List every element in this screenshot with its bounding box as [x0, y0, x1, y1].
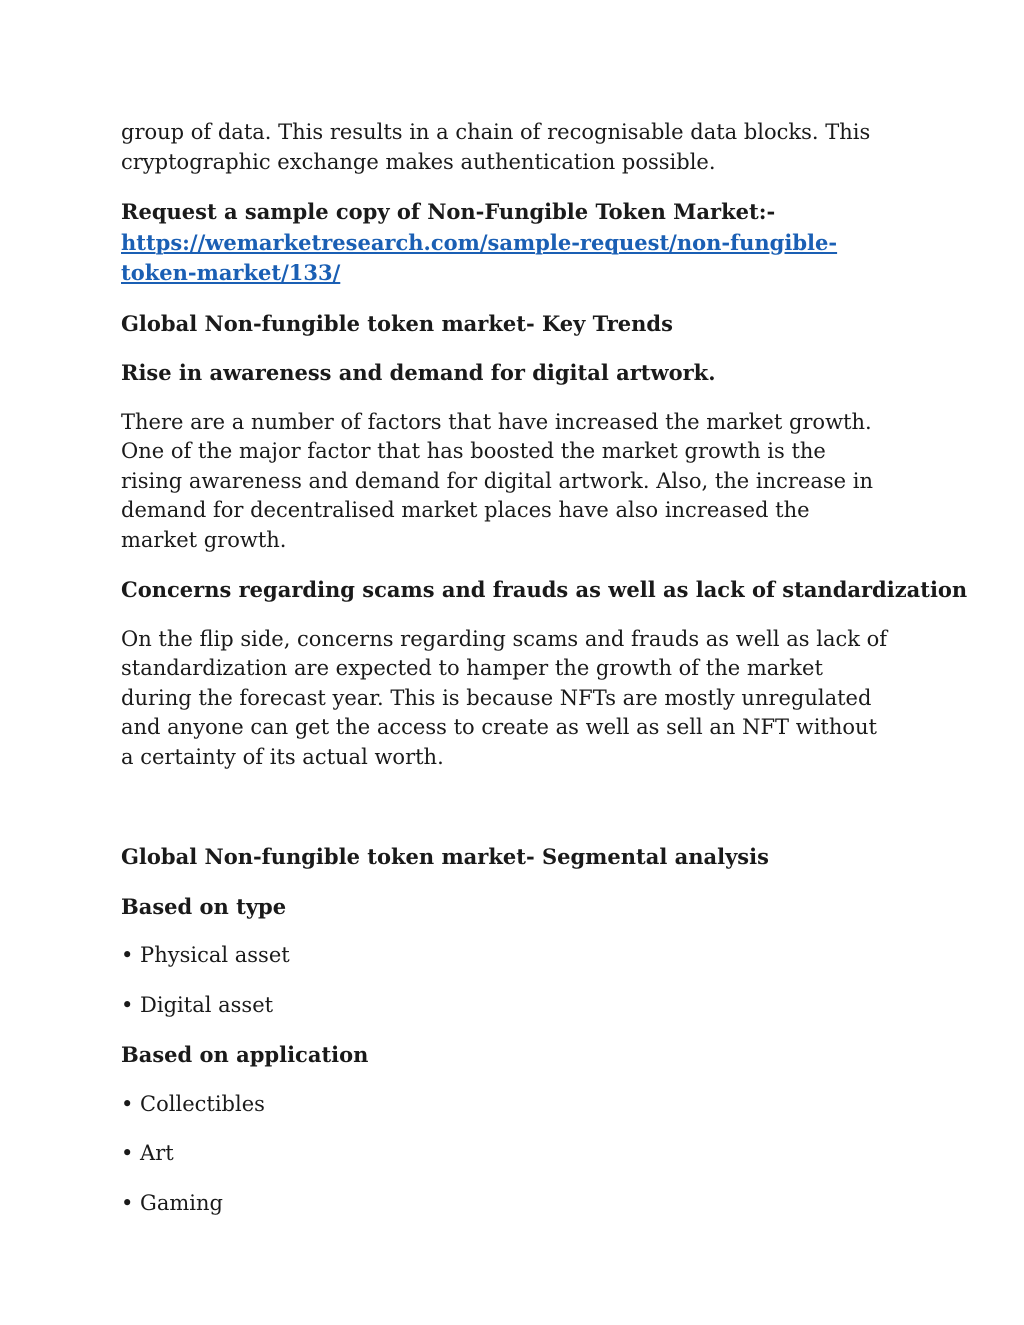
sample-request-label: Request a sample copy of Non-Fungible Token Market:-	[121, 199, 776, 224]
application-heading: Based on application	[121, 1042, 369, 1067]
segmental-heading: Global Non-fungible token market- Segmental analysis	[121, 844, 769, 869]
key-trends-heading: Global Non-fungible token market- Key Trends	[121, 310, 673, 336]
key-trends-subheading: Rise in awareness and demand for digital artwork.	[121, 360, 716, 385]
list-item: • Gaming	[121, 1190, 223, 1215]
list-item: • Physical asset	[121, 943, 290, 967]
concerns-heading: Concerns regarding scams and frauds as well as lack of standardization	[121, 577, 968, 602]
intro-paragraph: group of data. This results in a chain of recognisable data blocks. This cryptographic exchange makes authentication possible.	[121, 120, 871, 174]
concerns-body: On the flip side, concerns regarding scams and frauds as well as lack of standardization are expected to hamper the growth of the market during the forecast year. This is because NFTs are mostly unregulated and anyone can get the access to create as well as sell an NFT without a certainty of its actual worth.	[121, 626, 888, 769]
key-trends-body: There are a number of factors that have increased the market growth. One of the major factor that has boosted the market growth is the rising awareness and demand for digital artwork. Also, the increase in demand for decentralised market places have also increased the market growth.	[121, 409, 874, 552]
section-spacer	[121, 792, 891, 842]
sample-request-paragraph	[121, 197, 891, 289]
type-heading: Based on type	[121, 893, 287, 919]
list-item: • Collectibles	[121, 1091, 265, 1116]
sample-request-link[interactable]: https://wemarketresearch.com/sample-request/non-fungible-token-market/133/	[121, 229, 838, 285]
list-item: • Art	[121, 1141, 174, 1165]
list-item: • Digital asset	[121, 992, 274, 1017]
document-page	[121, 118, 968, 1238]
